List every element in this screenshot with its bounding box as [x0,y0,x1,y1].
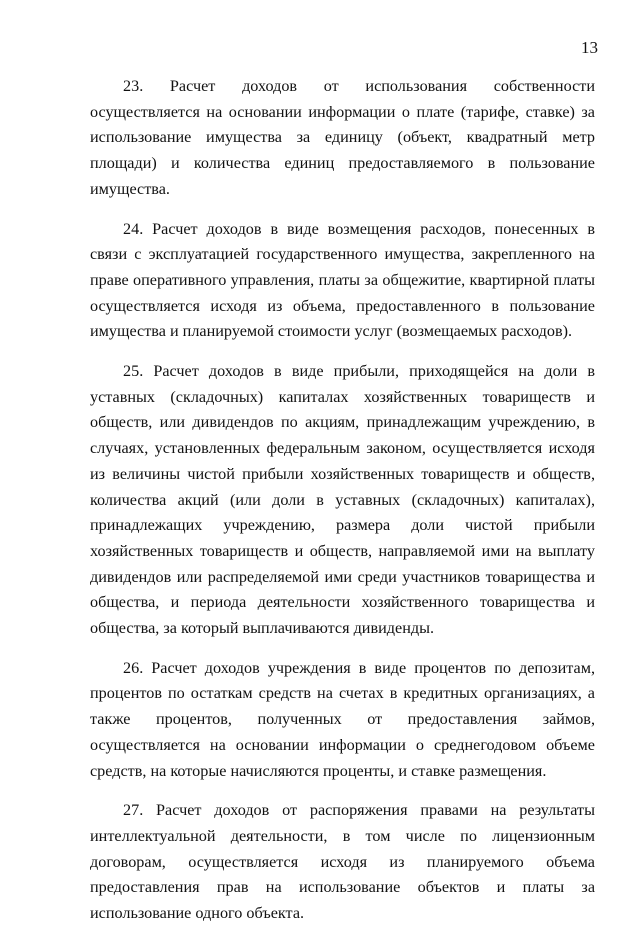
document-body [90,74,595,941]
paragraph-24: 24. Расчет доходов в виде возмещения расходов, понесенных в связи с эксплуатацией государственного имущества, закрепленного на праве оперативного управления, платы за общежитие, квартирной платы осуществляется исходя из объема, предоставленного в пользование имущества и планируемой стоимости услуг (возмещаемых расходов). [90,219,595,341]
paragraph-26: 26. Расчет доходов учреждения в виде процентов по депозитам, процентов по остаткам средств на счетах в кредитных организациях, а также процентов, полученных от предоставления займов, осуществляется на основании информации о среднегодовом объеме средств, на которые начисляются проценты, и ставке размещения. [90,658,595,780]
paragraph-27: 27. Расчет доходов от распоряжения правами на результаты интеллектуальной деятельности, в том числе по лицензионным договорам, осуществляется исходя из планируемого объема предоставления прав на использование объектов и платы за использование одного объекта. [90,801,595,923]
page-number: 13 [581,38,598,57]
paragraph-23: 23. Расчет доходов от использования собственности осуществляется на основании информации о плате (тарифе, ставке) за использование имущества за единицу (объект, квадратный метр площади) и количества единиц предоставляемого в пользование имущества. [90,77,595,198]
paragraph-25: 25. Расчет доходов в виде прибыли, приходящейся на доли в уставных (складочных) капиталах хозяйственных товариществ и обществ, или дивидендов по акциям, принадлежащим учреждению, в случаях, установленных федеральным законом, осуществляется исходя из величины чистой прибыли хозяйственных товариществ и обществ, количества акций (или доли в уставных (складочных) капиталах), принадлежащих учреждению, размера доли чистой прибыли хозяйственных товариществ и обществ, направляемой ими на выплату дивидендов или распределяемой ими среди участников товарищества и общества, и периода деятельности хозяйственного товарищества и общества, за который выплачиваются дивиденды. [90,362,595,638]
